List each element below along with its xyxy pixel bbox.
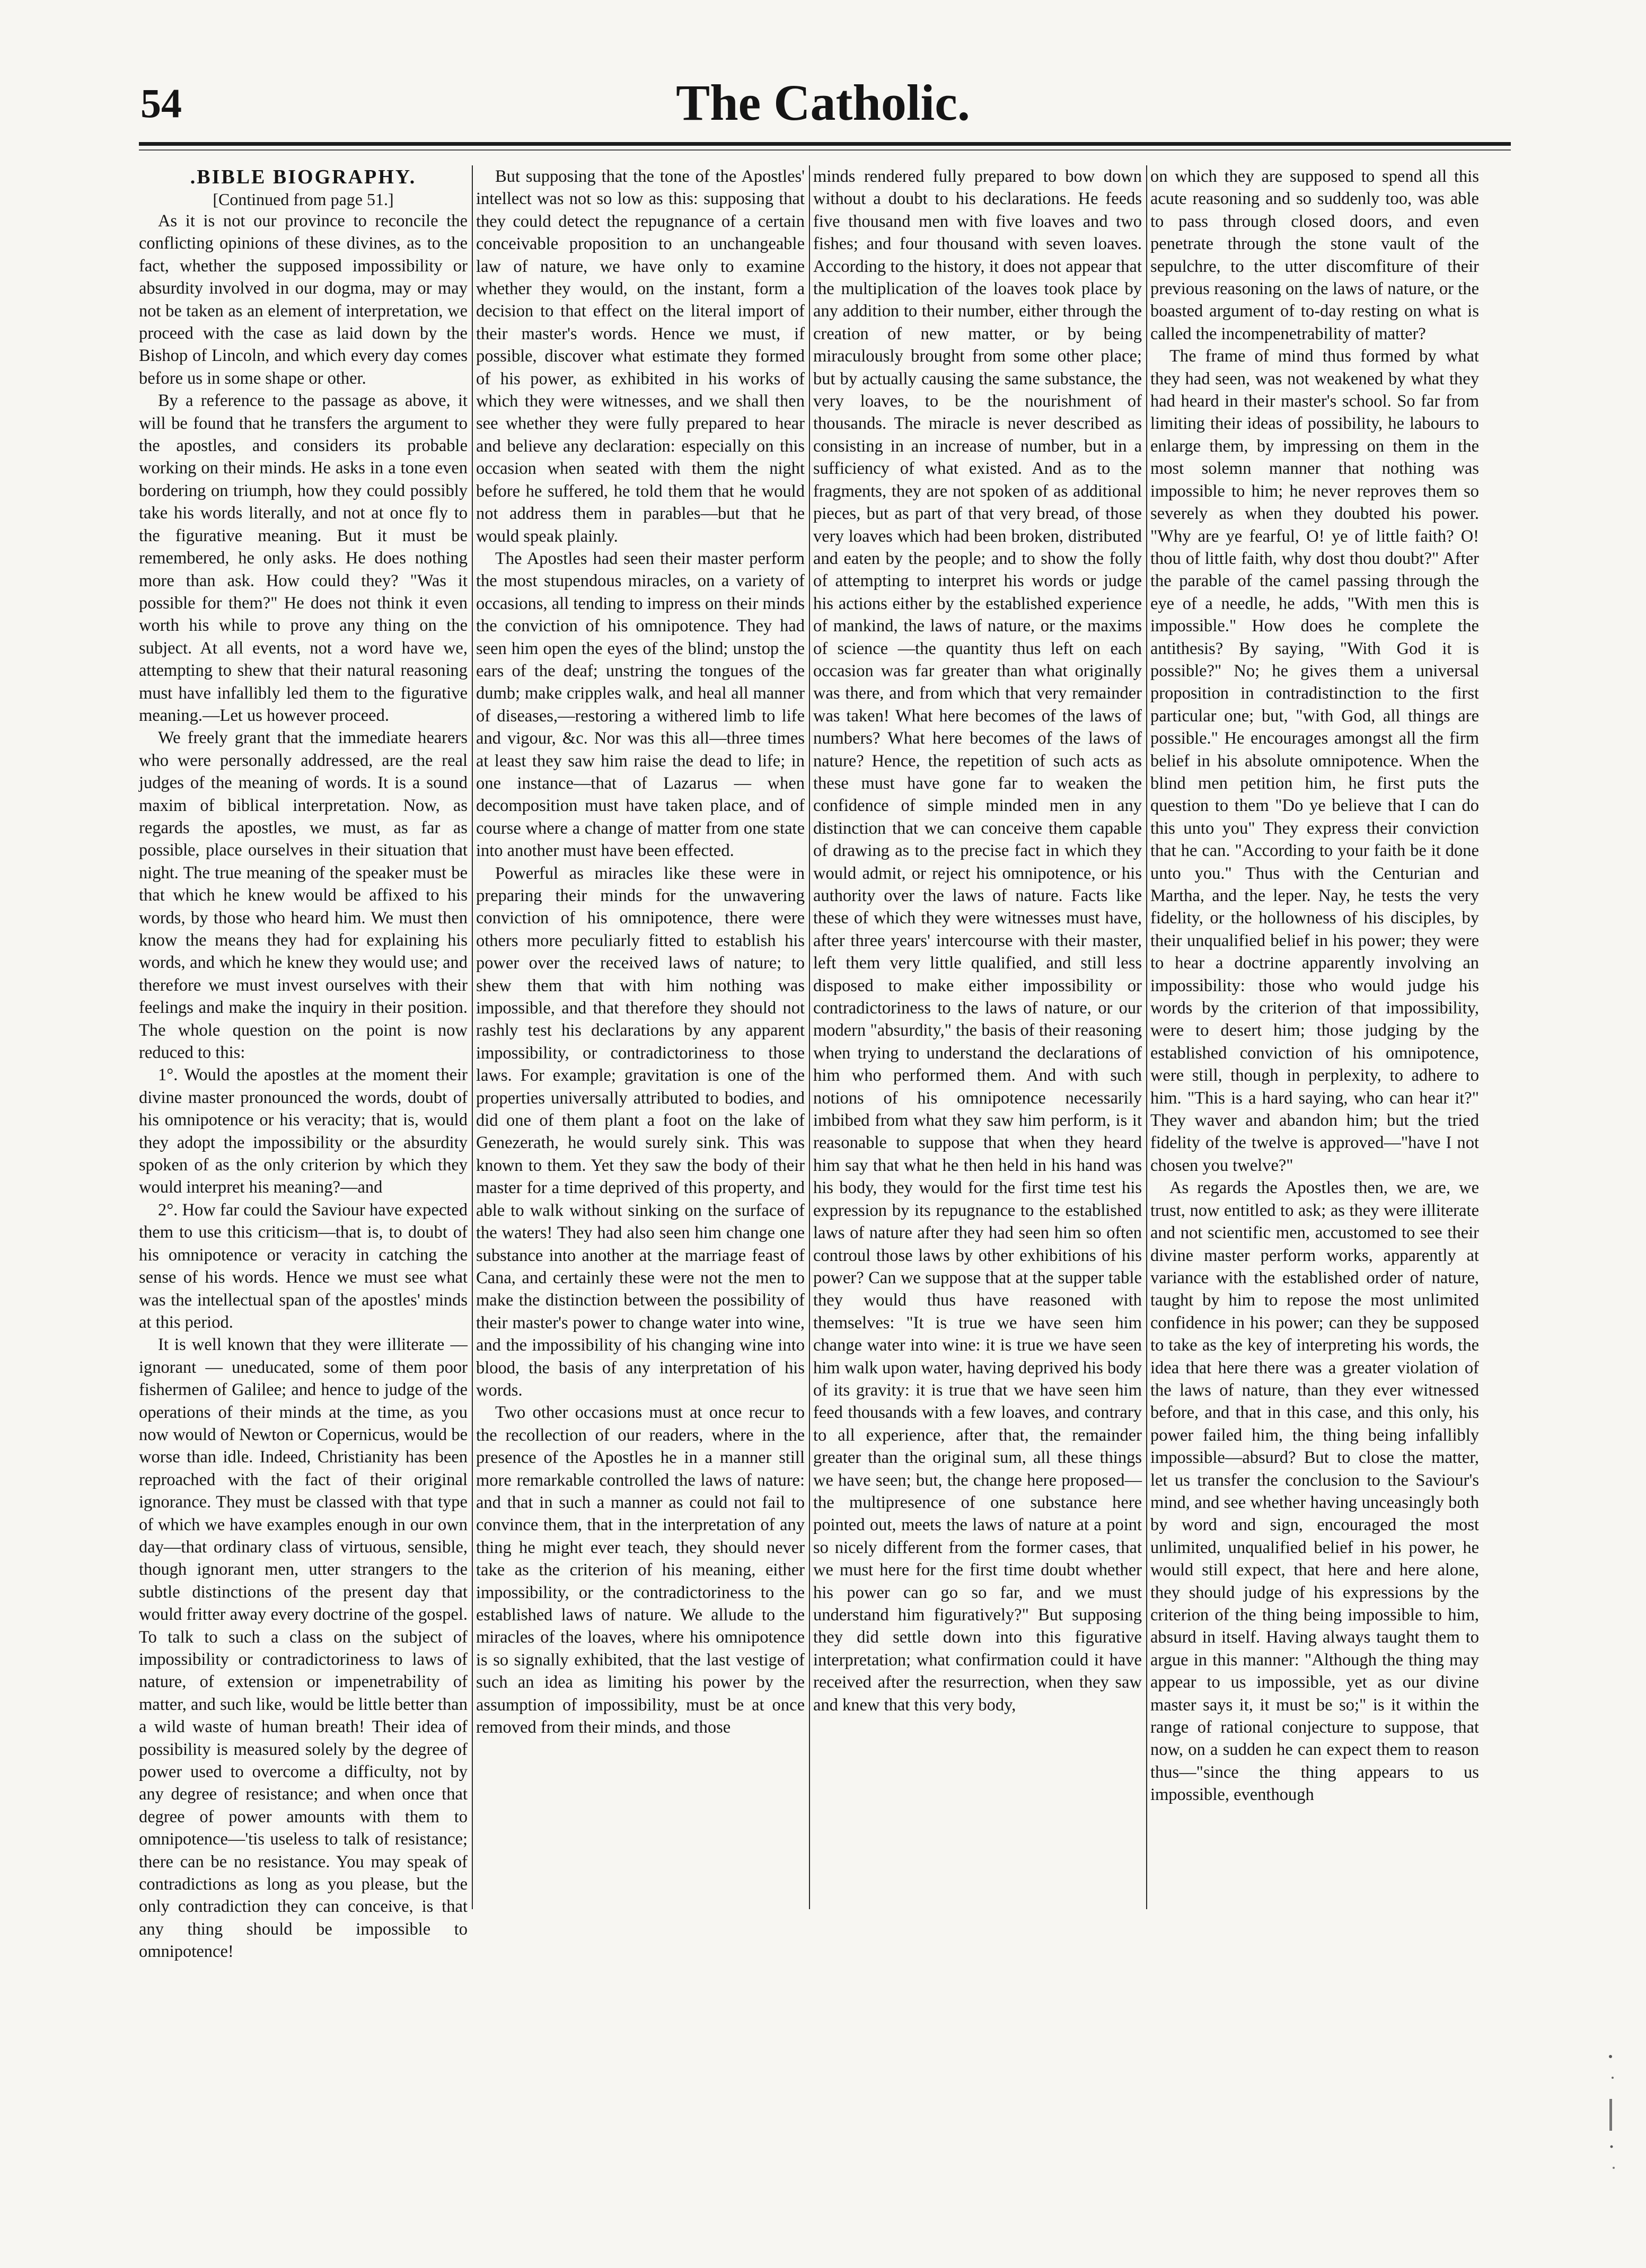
paragraph: It is well known that they were illiterate — ignorant — uneducated, some of them poor fishermen of Galilee; and hence to judge of the operations of their minds at the time, as you now would of Newton or Copernicus, would be worse than idle. Indeed, Christianity has been reproached with the fact of their original ignorance. They must be classed with that type of which we have examples enough in our own day—that ordinary class of virtuous, sensible, though ignorant men, utter strangers to the subtle distinctions of the present day that would fritter away every doctrine of the gospel. To talk to such a class on the subject of impossibility or contradictoriness to laws of nature, of extension or impenetrability of matter, and such like, would be little better than a wild waste of human breath! Their idea of possibility is measured solely by the degree of power used to overcome a difficulty, not by any degree of resistance; and when once that degree of power amounts with them to omnipotence—'tis useless to talk of resistance; there can be no resistance. You may speak of contradictions as long as you please, but the only contradiction they can conceive, is that any thing should be impossible to omnipotence! (139, 1335, 468, 1962)
continued-note: [Continued from page 51.] (213, 190, 394, 209)
header-rule-thin (139, 149, 1511, 151)
column-3 (813, 165, 1142, 1909)
masthead-title: The Catholic. (676, 74, 970, 131)
paragraph: The frame of mind thus formed by what they had seen, was not weakened by what they had heard in their master's school. So far from limiting their ideas of possibility, he labours to enlarge them, by impressing on them in the most solemn manner that nothing was impossible to him; he never reproves them so severely as when they doubted his power. "Why are ye fearful, O! ye of little faith? O! thou of little faith, why dost thou doubt?" After the parable of the camel passing through the eye of a needle, he adds, "With men this is impossible." How does he complete the antithesis? By saying, "With God it is possible?" No; he gives them a universal proposition in contradistinction to the first particular one; but, "with God, all things are possible." He encourages amongst all the firm belief in his absolute omnipotence. When the blind men petition him, he first puts the question to them "Do ye believe that I can do this unto you" They express their conviction that he can. "According to your faith be it done unto you." Thus with the Centurian and Martha, and the leper. Nay, he tests the very fidelity, or the hollowness of his disciples, by their unqualified belief in his power; they were to hear a doctrine apparently involving an impossibility: those who would judge his words by the criterion of that impossibility, were to desert him; those judging by the established conviction of his omnipotence, were still, though in perplexity, to adhere to him. "This is a hard saying, who can hear it?" They waver and abandon him; but the tried fidelity of the twelve is approved—"have I not chosen you twelve?" (1150, 347, 1479, 1175)
paragraph: 2°. How far could the Saviour have expected them to use this criticism—that is, to doubt of his omnipotence or veracity in catching the sense of his words. Hence we must see what was the intellectual span of the apostles' minds at this period. (139, 1200, 468, 1332)
paragraph: But supposing that the tone of the Apostles' intellect was not so low as this: supposing that they could detect the repugnance of a certain conceivable proposition to an unchangeable law of nature, we have only to examine whether they would, on the instant, form a decision to that effect on the literal import of their master's words. Hence we must, if possible, discover what estimate they formed of his power, as exhibited in his works of which they were witnesses, and we shall then see whether they were fully prepared to hear and believe any declaration: especially on this occasion when seated with them the night before he suffered, he told them that he would not address them in parables—but that he would speak plainly. (476, 167, 805, 546)
column-1 (139, 165, 468, 1962)
paragraph: The Apostles had seen their master perform the most stupendous miracles, on a variety of occasions, all tending to impress on their minds the conviction of his omnipotence. They had seen him open the eyes of the blind; unstop the ears of the deaf; unstring the tongues of the dumb; make cripples walk, and heal all manner of diseases,—restoring a withered limb to life and vigour, &c. Nor was this all—three times at least they saw him raise the dead to life; in one instance—that of Lazarus — when decomposition must have taken place, and of course where a change of matter from one state into another must have been effected. (476, 549, 805, 861)
paragraph: 1°. Would the apostles at the moment their divine master pronounced the words, doubt of his omnipotence or his veracity; that is, would they adopt the impossibility or the absurdity spoken of as the only criterion by which they would interpret his meaning?—and (139, 1065, 468, 1197)
paragraph: on which they are supposed to spend all this acute reasoning and so suddenly too, was able to pass through closed doors, and even penetrate through the stone vault of the sepulchre, to the utter discomfiture of their previous reasoning on the laws of nature, or the boasted argument of to-day resting on what is called the incompenetrability of matter? (1150, 167, 1479, 343)
paragraph: We freely grant that the immediate hearers who were personally addressed, are the real judges of the meaning of words. It is a sound maxim of biblical interpretation. Now, as regards the apostles, we must, as far as possible, place ourselves in their situation that night. The true meaning of the speaker must be that which he knew would be affixed to his words, by those who heard him. We must then know the means they had for explaining his words, and which he knew they would use; and therefore we must invest ourselves with their feelings and make the inquiry in their position. The whole question on the point is now reduced to this: (139, 728, 468, 1063)
margin-speckle-mark (1601, 2046, 1622, 2184)
section-heading: .BIBLE BIOGRAPHY. (190, 166, 417, 188)
paragraph: As regards the Apostles then, we are, we trust, now entitled to ask; as they were illiterate and not scientific men, accustomed to see their divine master perform works, apparently at variance with the established order of nature, taught by him to repose the most unlimited confidence in his power; can they be supposed to take as the key of interpreting his words, the idea that here there was a greater violation of the laws of nature, than they ever witnessed before, and that in this case, and this only, his power failed him, the thing being infallibly impossible—absurd? But to close the matter, let us transfer the conclusion to the Saviour's mind, and see whether having unceasingly both by word and sign, encouraged the most unlimited, unqualified belief in his power, he would still expect, that here and here alone, they should judge of his expressions by the criterion of the thing being impossible to him, absurd in itself. Having always taught them to argue in this manner: "Although the thing may appear to us impossible, yet as our divine master says it, it must be so;" is it within the range of rational conjecture to suppose, that now, on a sudden he can expect them to reason thus—"since the thing appears to us impossible, eventhough (1150, 1178, 1479, 1805)
paragraph: By a reference to the passage as above, it will be found that he transfers the argument to the apostles, and considers its probable working on their minds. He asks in a tone even bordering on triumph, how they could possibly take his words literally, and not at once fly to the figurative meaning. But it must be remembered, he only asks. He does nothing more than ask. How could they? "Was it possible for them?" He does not think it even worth his while to prove any thing on the subject. At all events, not a word have we, attempting to shew that their natural reasoning must have infallibly led them to the figurative meaning.—Let us however proceed. (139, 391, 468, 725)
paragraph: minds rendered fully prepared to bow down without a doubt to his declarations. He feeds five thousand men with five loaves and two fishes; and four thousand with seven loaves. According to the history, it does not appear that the multiplication of the loaves took place by any addition to their number, either through the creation of new matter, or by being miraculously brought from some other place; but by actually causing the same substance, the very loaves, to be the nourishment of thousands. The miracle is never described as consisting in an increase of number, but in a sufficiency of what existed. And as to the fragments, they are not spoken of as additional pieces, but as part of that very bread, of those very loaves which had been broken, distributed and eaten by the people; and to show the folly of attempting to interpret his words or judge his actions either by the established experience of mankind, the laws of nature, or the maxims of science —the quantity thus left on each occasion was far greater than what originally was there, and from which that very remainder was taken! What here becomes of the laws of numbers? What here becomes of the laws of nature? Hence, the repetition of such acts as these must have gone far to weaken the confidence of simple minded men in any distinction that we can conceive them capable of drawing as to the precise fact in which they would admit, or reject his omnipotence, or his authority over the laws of nature. Facts like these of which they were witnesses must have, after three years' intercourse with their master, left them very little qualified, and still less disposed to make either impossibility or contradictoriness to the laws of nature, or our modern "absurdity," the basis of their reasoning when trying to understand the declarations of him who performed them. And with such notions of his omnipotence necessarily imbibed from what they saw him perform, is it reasonable to suppose that when they heard him say that what he then held in his hand was his body, they would for the first time test his expression by its repugnance to the established laws of nature after they had seen him so often controul those laws by other exhibitions of his power? Can we suppose that at the supper table they would thus have reasoned with themselves: "It is true we have seen him change water into wine: it is true we have seen him walk upon water, having deprived his body of its gravity: it is true that we have seen him feed thousands with a few loaves, and contrary to all experience, after that, the remainder greater than the original sum, all these things we have seen; but, the change here proposed—the multipresence of one substance here pointed out, meets the laws of nature at a point so nicely different from the former cases, that we must here for the first time doubt whether his power can go so far, and we must understand him figuratively?" But supposing they did settle down into this figurative interpretation; what confirmation could it have received after the resurrection, when they saw and knew that this very body, (813, 167, 1142, 1715)
column-4 (1150, 165, 1479, 1909)
paragraph: As it is not our province to reconcile the conflicting opinions of these divines, as to the fact, whether the supposed impossibility or absurdity involved in our dogma, may or may not be taken as an element of interpretation, we proceed with the case as laid down by the Bishop of Lincoln, and which every day comes before us in some shape or other. (139, 211, 468, 388)
paragraph: Two other occasions must at once recur to the recollection of our readers, where in the presence of the Apostles he in a manner still more remarkable controlled the laws of nature: and that in such a manner as could not fail to convince them, that in the interpretation of any thing he might ever teach, they should never take as the criterion of his meaning, either impossibility, or the contradictoriness to the established laws of nature. We allude to the miracles of the loaves, where his omnipotence is so signally exhibited, that the last vestige of such an idea as limiting his power by the assumption of impossibility, must be at once removed from their minds, and those (476, 1403, 805, 1737)
page-number: 54 (140, 80, 182, 126)
article-columns (139, 165, 1511, 1962)
header-rule-thick (139, 142, 1511, 146)
column-2 (476, 165, 805, 1909)
paragraph: Powerful as miracles like these were in preparing their minds for the unwavering conviction of his omnipotence, there were others more peculiarly fitted to establish his power over the received laws of nature; to shew them that with him nothing was impossible, and that therefore they should not rashly test his declarations by any apparent impossibility, or contradictoriness to those laws. For example; gravitation is one of the properties universally attributed to bodies, and did one of them plant a foot on the lake of Genezerath, he would surely sink. This was known to them. Yet they saw the body of their master for a time deprived of this property, and able to walk without sinking on the surface of the waters! They had also seen him change one substance into another at the marriage feast of Cana, and certainly these were not the men to make the distinction between the possibility of their master's power to change water into wine, and the impossibility of his changing wine into blood, the basis of any interpretation of his words. (476, 863, 805, 1400)
